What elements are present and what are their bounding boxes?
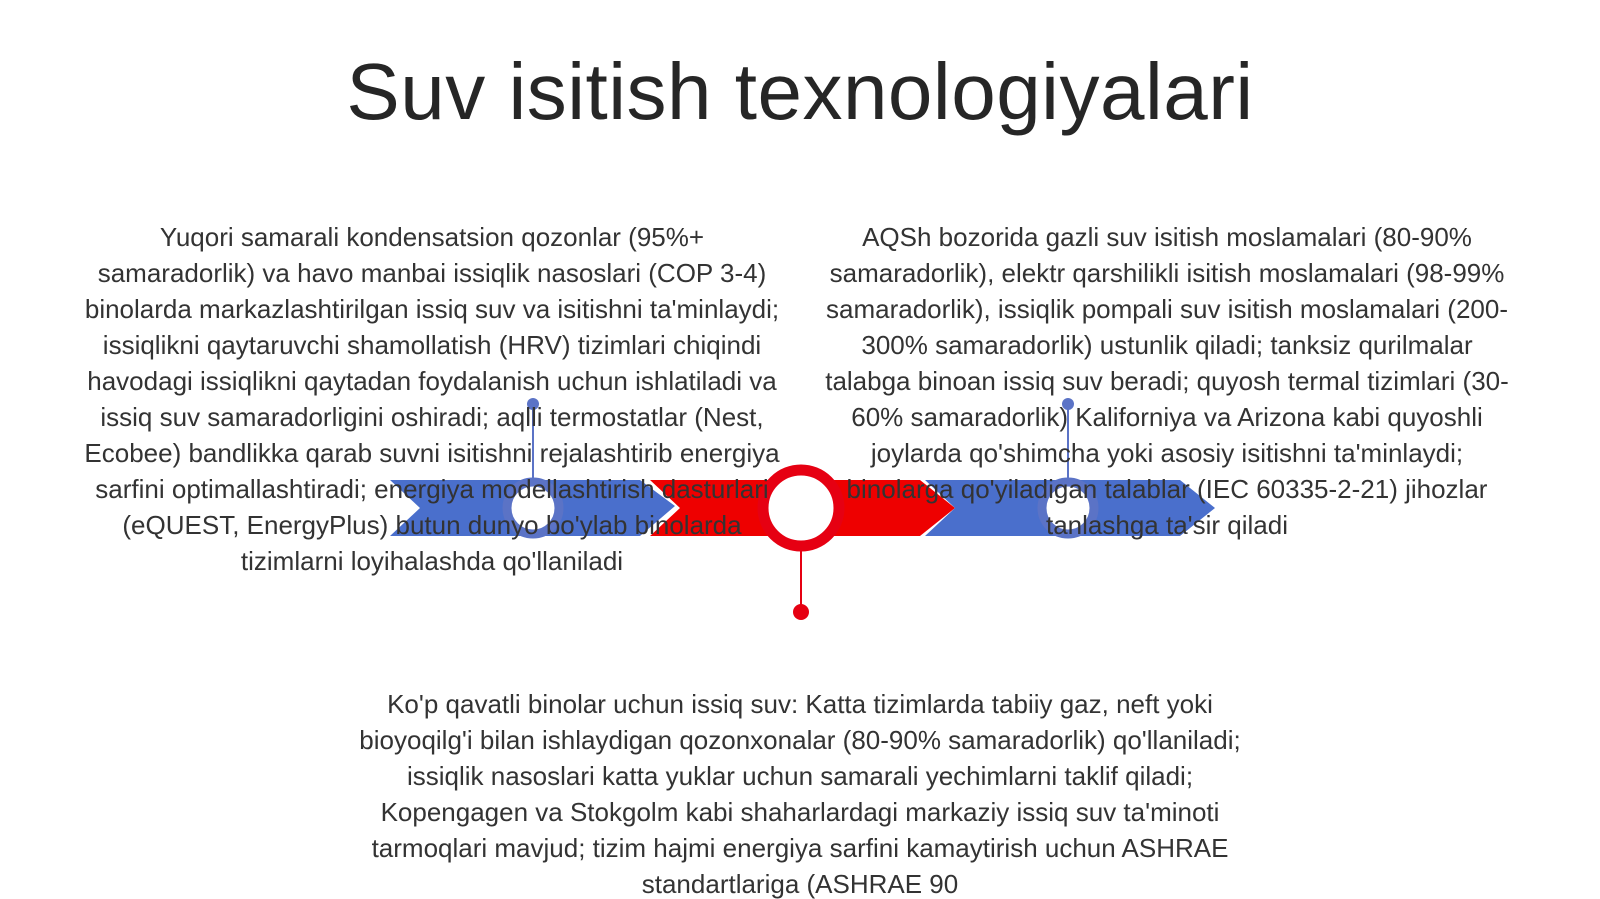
text-block-bottom: Ko'p qavatli binolar uchun issiq suv: Katta tizimlarda tabiiy gaz, neft yoki bioyoqilg'i bilan ishlaydigan qozonxonalar (80-90% samaradorlik) qo'llaniladi; issiqlik nasoslari katta yuklar uchun samarali yechimlarni taklif qiladi; Kopengagen va Stokgolm kabi shaharlardagi markaziy issiq suv ta'minoti tarmoqlari mavjud; tizim hajmi energiya sarfini kamaytirish uchun ASHRAE standartlariga (ASHRAE 90	[359, 689, 1241, 899]
marker-center-dot	[793, 604, 809, 620]
slide-title: Suv isitish texnologiyalari	[346, 47, 1254, 136]
text-block-right: AQSh bozorida gazli suv isitish moslamalari (80-90% samaradorlik), elektr qarshilikli isitish moslamalari (98-99% samaradorlik), issiqlik pompali suv isitish moslamalari (200-300% samaradorlik) ustunlik qiladi; tanksiz qurilmalar talabga binoan issiq suv beradi; quyosh termal tizimlari (30-60% samaradorlik) Kaliforniya va Arizona kabi quyoshli joylarda qo'shimcha yoki asosiy isitishni ta'minlaydi; binolarga qo'yiladigan talablar (IEC 60335-2-21) jihozlar tanlashga ta'sir qiladi	[825, 222, 1509, 540]
text-block-left: Yuqori samarali kondensatsion qozonlar (95%+ samaradorlik) va havo manbai issiqlik nasoslari (COP 3-4) binolarda markazlashtirilgan issiq suv va isitishni ta'minlaydi; issiqlikni qaytaruvchi shamollatish (HRV) tizimlari chiqindi havodagi issiqlikni qaytadan foydalanish uchun ishlatiladi va issiq suv samaradorligini oshiradi; aqlli termostatlar (Nest, Ecobee) bandlikka qarab suvni isitishni rejalashtirib energiya sarfini optimallashtiradi; energiya modellashtirish dasturlari (eQUEST, EnergyPlus) butun dunyo bo'ylab binolarda tizimlarni loyihalashda qo'llaniladi	[84, 222, 780, 576]
